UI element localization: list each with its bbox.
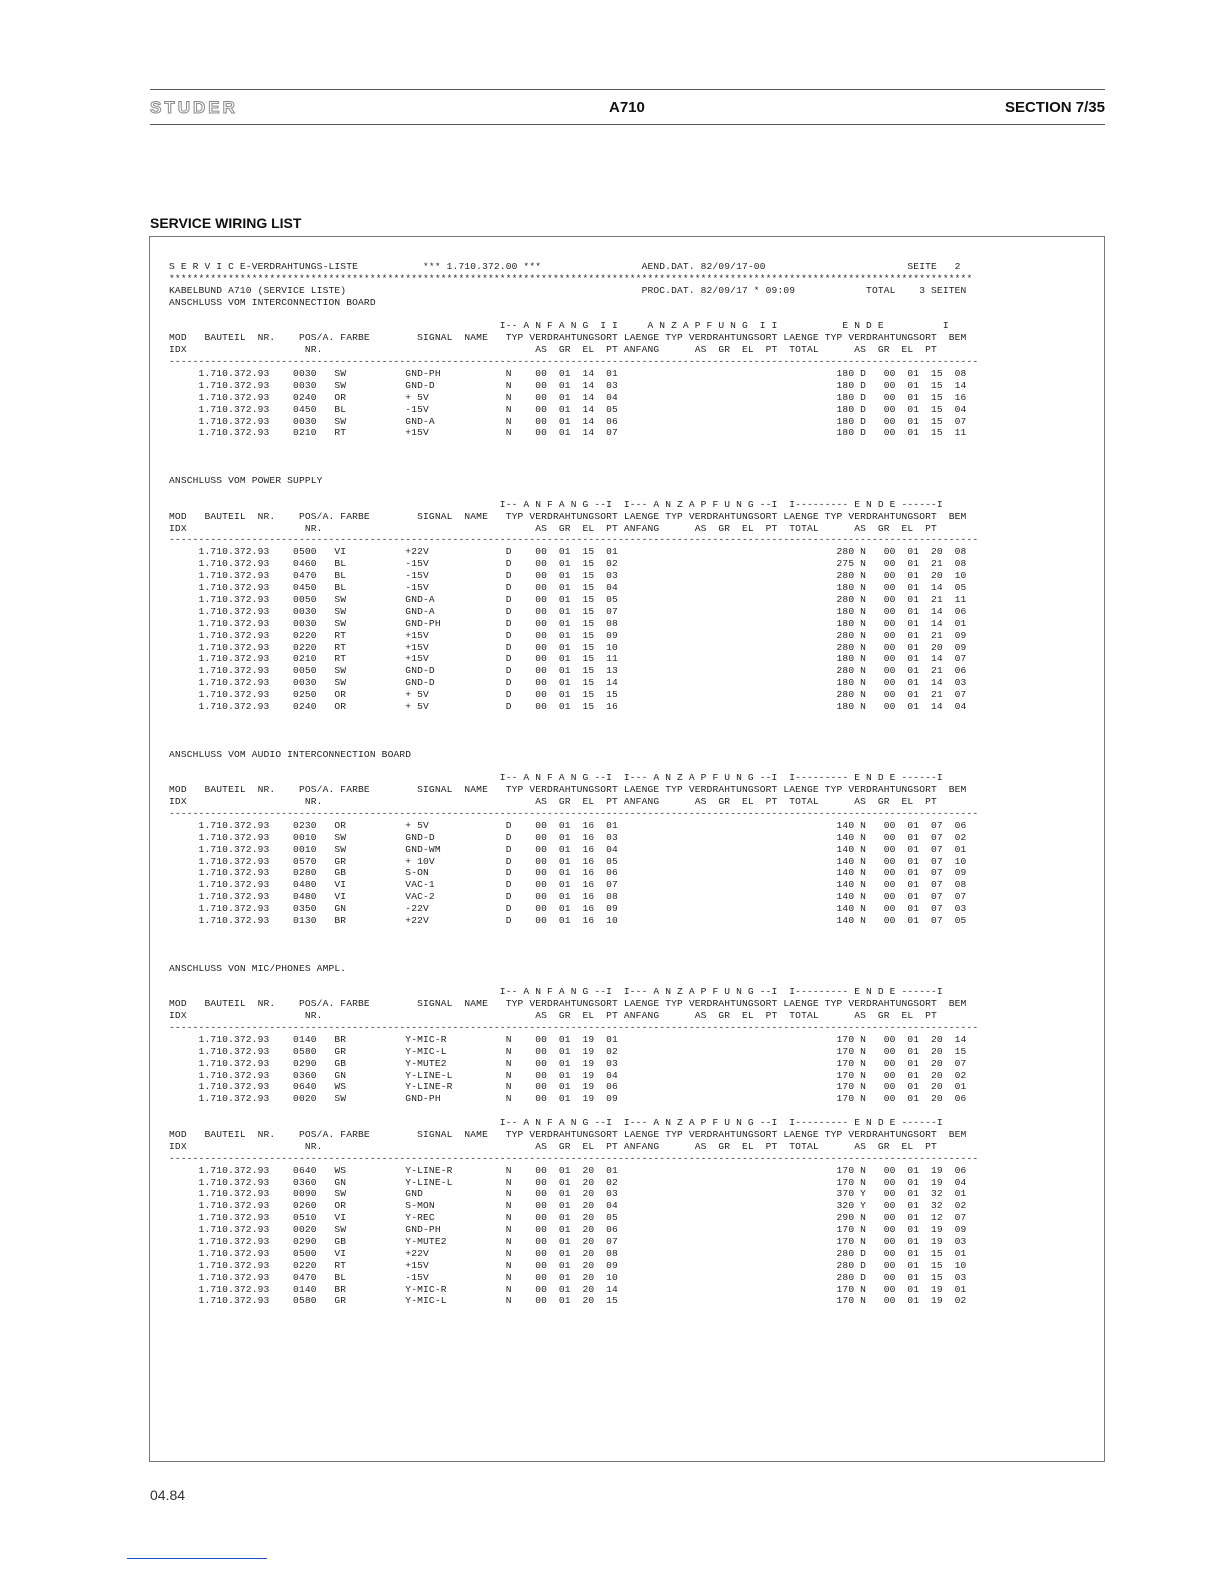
listing-line: IDX NR. AS GR EL PT ANFANG AS GR EL PT TOTAL AS GR EL PT [169,522,937,534]
listing-line: ----------------------------------------------------------------------------------------------------------------------------------------- [169,1022,979,1033]
listing-line [169,951,978,963]
listing-line: 1.710.372.93 0640 WS Y-LINE-R N 00 01 19 06 170 N 00 01 20 01 [169,1081,967,1093]
listing-line [169,309,978,321]
listing-line: I-- A N F A N G --I I--- A N Z A P F U N G --I I--------- E N D E ------I [169,498,943,510]
listing-line: 1.710.372.93 0450 BL -15V N 00 01 14 05 180 D 00 01 15 04 [169,403,967,415]
listing-line: 1.710.372.93 0050 SW GND-D D 00 01 15 13 280 N 00 01 21 06 [169,665,967,677]
section-label: SECTION 7/35 [1004,99,1105,116]
listing-line: MOD BAUTEIL NR. POS/A. FARBE SIGNAL NAME TYP VERDRAHTUNGSORT LAENGE TYP VERDRAHTUNGSORT LAENGE TYP VERDRAHTUNGSORT BEM [169,998,967,1010]
listing-line: 1.710.372.93 0030 SW GND-D D 00 01 15 14 180 N 00 01 14 03 [169,677,967,689]
listing-line: IDX NR. AS GR EL PT ANFANG AS GR EL PT TOTAL AS GR EL PT [169,796,937,808]
listing-line [169,463,978,475]
listing-line: MOD BAUTEIL NR. POS/A. FARBE SIGNAL NAME TYP VERDRAHTUNGSORT LAENGE TYP VERDRAHTUNGSORT LAENGE TYP VERDRAHTUNGSORT BEM [169,332,967,344]
listing-line: IDX NR. AS GR EL PT ANFANG AS GR EL PT TOTAL AS GR EL PT [169,1010,937,1022]
listing-line: 1.710.372.93 0090 SW GND N 00 01 20 03 370 Y 00 01 32 01 [169,1188,967,1200]
footer-link-rule [127,1558,267,1559]
listing-line: 1.710.372.93 0500 VI +22V N 00 01 20 08 280 D 00 01 15 01 [169,1247,967,1259]
wiring-listing [169,261,978,1307]
listing-line: 1.710.372.93 0470 BL -15V N 00 01 20 10 280 D 00 01 15 03 [169,1271,967,1283]
listing-line: 1.710.372.93 0360 GN Y-LINE-L N 00 01 20 02 170 N 00 01 19 04 [169,1176,967,1188]
listing-line: 1.710.372.93 0030 SW GND-PH D 00 01 15 08 180 N 00 01 14 01 [169,617,967,629]
listing-line [169,713,978,725]
listing-line: 1.710.372.93 0230 OR + 5V D 00 01 16 01 140 N 00 01 07 06 [169,819,967,831]
model-label: A710 [609,99,645,116]
listing-line: 1.710.372.93 0030 SW GND-D N 00 01 14 03 180 D 00 01 15 14 [169,379,967,391]
listing-line: 1.710.372.93 0480 VI VAC-1 D 00 01 16 07 140 N 00 01 07 08 [169,879,967,891]
listing-line: **************************************************************************************************************************************** [169,272,973,284]
listing-line: 1.710.372.93 0030 SW GND-A D 00 01 15 07 180 N 00 01 14 06 [169,605,967,617]
listing-line: ANSCHLUSS VOM INTERCONNECTION BOARD [169,296,376,308]
listing-line [169,760,978,772]
listing-line: IDX NR. AS GR EL PT ANFANG AS GR EL PT TOTAL AS GR EL PT [169,344,937,356]
listing-line: 1.710.372.93 0210 RT +15V N 00 01 14 07 180 D 00 01 15 11 [169,427,967,439]
listing-line [169,439,978,451]
listing-line: ANSCHLUSS VON MIC/PHONES AMPL. [169,962,347,974]
studer-logo: STUDER [150,98,238,117]
listing-line: 1.710.372.93 0240 OR + 5V D 00 01 15 16 180 N 00 01 14 04 [169,700,967,712]
listing-line: 1.710.372.93 0460 BL -15V D 00 01 15 02 275 N 00 01 21 08 [169,558,967,570]
listing-line: ----------------------------------------------------------------------------------------------------------------------------------------- [169,1152,979,1164]
listing-line: I-- A N F A N G --I I--- A N Z A P F U N G --I I--------- E N D E ------I [169,1117,943,1129]
listing-line [169,939,978,951]
listing-line: 1.710.372.93 0050 SW GND-A D 00 01 15 05 280 N 00 01 21 11 [169,593,967,605]
listing-line: 1.710.372.93 0010 SW GND-WM D 00 01 16 04 140 N 00 01 07 01 [169,843,967,855]
listing-line: 1.710.372.93 0030 SW GND-A N 00 01 14 06 180 D 00 01 15 07 [169,415,967,427]
listing-line [169,737,978,749]
listing-line: MOD BAUTEIL NR. POS/A. FARBE SIGNAL NAME TYP VERDRAHTUNGSORT LAENGE TYP VERDRAHTUNGSORT LAENGE TYP VERDRAHTUNGSORT BEM [169,1129,967,1141]
listing-line: 1.710.372.93 0350 GN -22V D 00 01 16 09 140 N 00 01 07 03 [169,903,967,915]
header-top-rule [150,89,1105,90]
listing-line: 1.710.372.93 0480 VI VAC-2 D 00 01 16 08 140 N 00 01 07 07 [169,891,967,903]
listing-line: S E R V I C E-VERDRAHTUNGS-LISTE *** 1.710.372.00 *** AEND.DAT. 82/09/17-00 SEITE 2 [169,261,961,272]
listing-line: ----------------------------------------------------------------------------------------------------------------------------------------- [169,534,979,546]
listing-line: 1.710.372.93 0020 SW GND-PH N 00 01 20 06 170 N 00 01 19 09 [169,1224,967,1236]
listing-line: 1.710.372.93 0130 BR +22V D 00 01 16 10 140 N 00 01 07 05 [169,914,967,926]
listing-line [169,927,978,939]
listing-line: I-- A N F A N G --I I--- A N Z A P F U N G --I I--------- E N D E ------I [169,772,943,784]
listing-line [169,725,978,737]
listing-line [169,974,978,986]
listing-line: 1.710.372.93 0220 RT +15V D 00 01 15 09 280 N 00 01 21 09 [169,629,967,641]
listing-line: 1.710.372.93 0030 SW GND-PH N 00 01 14 01 180 D 00 01 15 08 [169,368,967,380]
footer-date-code: 04.84 [150,1487,186,1503]
listing-line: KABELBUND A710 (SERVICE LISTE) PROC.DAT. 82/09/17 * 09:09 TOTAL 3 SEITEN [169,284,967,296]
listing-line: 1.710.372.93 0470 BL -15V D 00 01 15 03 280 N 00 01 20 10 [169,570,967,582]
listing-line: 1.710.372.93 0450 BL -15V D 00 01 15 04 180 N 00 01 14 05 [169,582,967,594]
listing-line: ----------------------------------------------------------------------------------------------------------------------------------------- [169,807,979,819]
listing-line: 1.710.372.93 0020 SW GND-PH N 00 01 19 09 170 N 00 01 20 06 [169,1093,967,1105]
listing-line: 1.710.372.93 0140 BR Y-MIC-R N 00 01 19 01 170 N 00 01 20 14 [169,1033,967,1045]
listing-line [169,1105,978,1117]
listing-line: 1.710.372.93 0240 OR + 5V N 00 01 14 04 180 D 00 01 15 16 [169,391,967,403]
listing-line: ----------------------------------------------------------------------------------------------------------------------------------------- [169,356,979,368]
listing-line: MOD BAUTEIL NR. POS/A. FARBE SIGNAL NAME TYP VERDRAHTUNGSORT LAENGE TYP VERDRAHTUNGSORT LAENGE TYP VERDRAHTUNGSORT BEM [169,510,967,522]
listing-line: 1.710.372.93 0360 GN Y-LINE-L N 00 01 19 04 170 N 00 01 20 02 [169,1069,967,1081]
listing-line: 1.710.372.93 0640 WS Y-LINE-R N 00 01 20 01 170 N 00 01 19 06 [169,1164,967,1176]
listing-line: 1.710.372.93 0570 GR + 10V D 00 01 16 05 140 N 00 01 07 10 [169,855,967,867]
listing-line: 1.710.372.93 0210 RT +15V D 00 01 15 11 180 N 00 01 14 07 [169,653,967,665]
header-bottom-rule [150,124,1105,125]
listing-line: 1.710.372.93 0580 GR Y-MIC-L N 00 01 20 15 170 N 00 01 19 02 [169,1295,967,1307]
listing-line: ANSCHLUSS VOM POWER SUPPLY [169,475,323,487]
listing-line: 1.710.372.93 0220 RT +15V N 00 01 20 09 280 D 00 01 15 10 [169,1259,967,1271]
listing-line: 1.710.372.93 0280 GB S-ON D 00 01 16 06 140 N 00 01 07 09 [169,867,967,879]
listing-line: ANSCHLUSS VOM AUDIO INTERCONNECTION BOARD [169,748,412,760]
listing-line: 1.710.372.93 0510 VI Y-REC N 00 01 20 05 290 N 00 01 12 07 [169,1212,967,1224]
listing-line: I-- A N F A N G --I I--- A N Z A P F U N G --I I--------- E N D E ------I [169,986,943,998]
listing-line: 1.710.372.93 0260 OR S-MON N 00 01 20 04 320 Y 00 01 32 02 [169,1200,967,1212]
listing-line [169,487,978,499]
listing-line: 1.710.372.93 0500 VI +22V D 00 01 15 01 280 N 00 01 20 08 [169,546,967,558]
listing-line: IDX NR. AS GR EL PT ANFANG AS GR EL PT TOTAL AS GR EL PT [169,1140,937,1152]
listing-line: 1.710.372.93 0140 BR Y-MIC-R N 00 01 20 14 170 N 00 01 19 01 [169,1283,967,1295]
listing-line: 1.710.372.93 0220 RT +15V D 00 01 15 10 280 N 00 01 20 09 [169,641,967,653]
listing-line: 1.710.372.93 0010 SW GND-D D 00 01 16 03 140 N 00 01 07 02 [169,831,967,843]
listing-line [169,451,978,463]
listing-line: MOD BAUTEIL NR. POS/A. FARBE SIGNAL NAME TYP VERDRAHTUNGSORT LAENGE TYP VERDRAHTUNGSORT LAENGE TYP VERDRAHTUNGSORT BEM [169,784,967,796]
listing-line: 1.710.372.93 0580 GR Y-MIC-L N 00 01 19 02 170 N 00 01 20 15 [169,1045,967,1057]
listing-line: 1.710.372.93 0250 OR + 5V D 00 01 15 15 280 N 00 01 21 07 [169,689,967,701]
document-title: SERVICE WIRING LIST [150,215,302,231]
listing-line: 1.710.372.93 0290 GB Y-MUTE2 N 00 01 19 03 170 N 00 01 20 07 [169,1057,967,1069]
listing-line: 1.710.372.93 0290 GB Y-MUTE2 N 00 01 20 07 170 N 00 01 19 03 [169,1236,967,1248]
listing-line: I-- A N F A N G I I A N Z A P F U N G I I E N D E I [169,320,949,332]
